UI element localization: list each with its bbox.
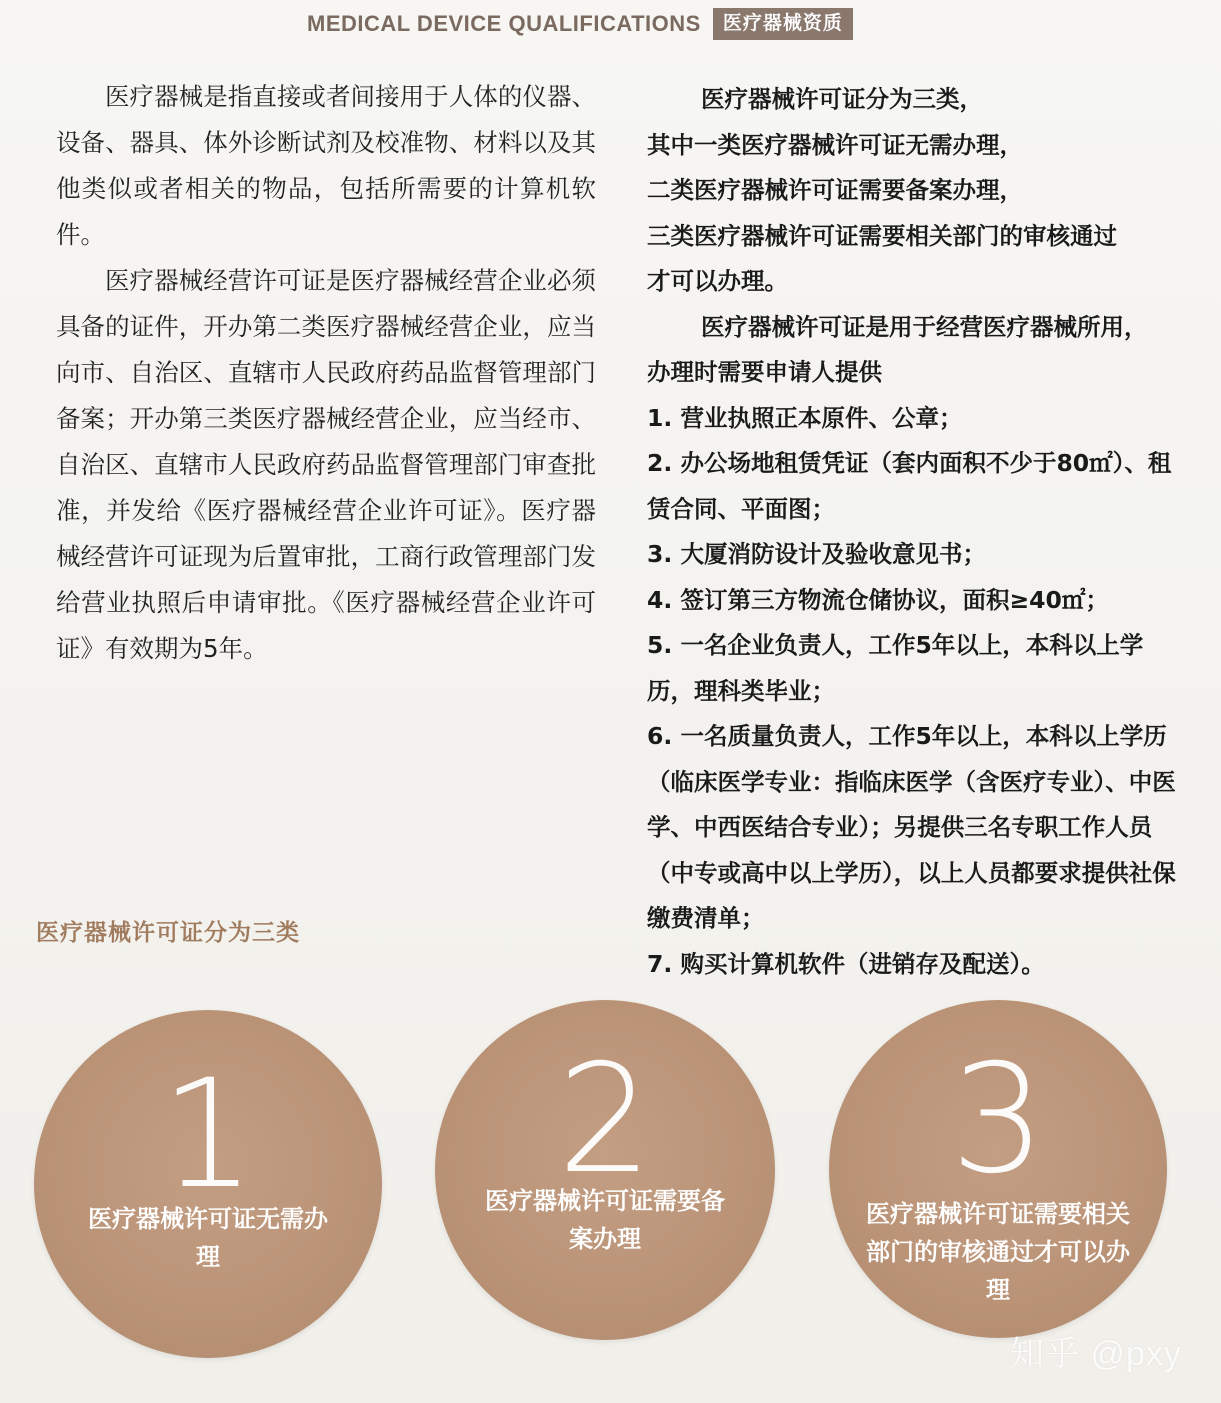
circle-number-3: 3: [950, 1033, 1046, 1207]
requirement-item-1: 1. 营业执照正本原件、公章；: [647, 403, 963, 432]
circle-number-2: 2: [557, 1033, 653, 1207]
right-line-3: 二类医疗器械许可证需要备案办理，: [647, 176, 1023, 204]
right-column: [647, 77, 1187, 987]
requirement-item-7: 7. 购买计算机软件（进销存及配送）。: [647, 949, 1045, 978]
watermark: 知乎 @pxy: [1010, 1335, 1182, 1373]
circle-text-3: 医疗器械许可证需要相关部门的审核通过才可以办理: [866, 1200, 1130, 1304]
right-line-1: 医疗器械许可证分为三类，: [701, 85, 984, 113]
right-line-4: 三类医疗器械许可证需要相关部门的审核通过: [647, 221, 1117, 250]
circle-text-2: 医疗器械许可证需要备案办理: [485, 1187, 725, 1253]
requirement-item-2: 2. 办公场地租赁凭证（套内面积不少于80㎡）、租赁合同、平面图；: [647, 449, 1172, 523]
category-circle-3: [829, 1000, 1167, 1338]
header-title-cn: 医疗器械资质: [713, 8, 853, 40]
right-line-5: 才可以办理。: [647, 267, 788, 295]
right-p2-line-2: 办理时需要申请人提供: [647, 358, 882, 386]
right-p2-line-1: 医疗器械许可证是用于经营医疗器械所用，: [701, 312, 1148, 341]
circle-number-1: 1: [160, 1048, 256, 1222]
category-circle-1: [34, 1010, 382, 1358]
left-paragraph-2: 医疗器械经营许可证是医疗器械经营企业必须具备的证件，开办第二类医疗器械经营企业，应当向市、自治区、直辖市人民政府药品监督管理部门备案；开办第三类医疗器械经营企业，应当经市、自治区、直辖市人民政府药品监督管理部门审查批准，并发给《医疗器械经营企业许可证》。医疗器械经营许可证现为后置审批，工商行政管理部门发给营业执照后申请审批。《医疗器械经营企业许可证》有效期为5年。: [56, 266, 596, 663]
header-title-en: MEDICAL DEVICE QUALIFICATIONS: [307, 11, 701, 36]
category-circle-2: [435, 1000, 775, 1340]
right-line-2: 其中一类医疗器械许可证无需办理，: [647, 130, 1023, 159]
section-subtitle: 医疗器械许可证分为三类: [36, 920, 300, 946]
requirement-item-5: 5. 一名企业负责人，工作5年以上，本科以上学历，理科类毕业；: [647, 631, 1144, 705]
header: [307, 6, 853, 42]
requirement-item-4: 4. 签订第三方物流仓储协议，面积≥40㎡；: [647, 585, 1109, 614]
left-column: [56, 74, 596, 672]
circle-text-1: 医疗器械许可证无需办理: [88, 1205, 328, 1271]
requirement-item-6: 6. 一名质量负责人，工作5年以上，本科以上学历（临床医学专业：指临床医学（含医疗专业）、中医学、中西医结合专业）；另提供三名专职工作人员（中专或高中以上学历），以上人员都要求提供社保缴费清单；: [647, 722, 1176, 932]
requirement-item-3: 3. 大厦消防设计及验收意见书；: [647, 540, 986, 568]
left-paragraph-1: 医疗器械是指直接或者间接用于人体的仪器、设备、器具、体外诊断试剂及校准物、材料以及其他类似或者相关的物品，包括所需要的计算机软件。: [56, 82, 596, 249]
